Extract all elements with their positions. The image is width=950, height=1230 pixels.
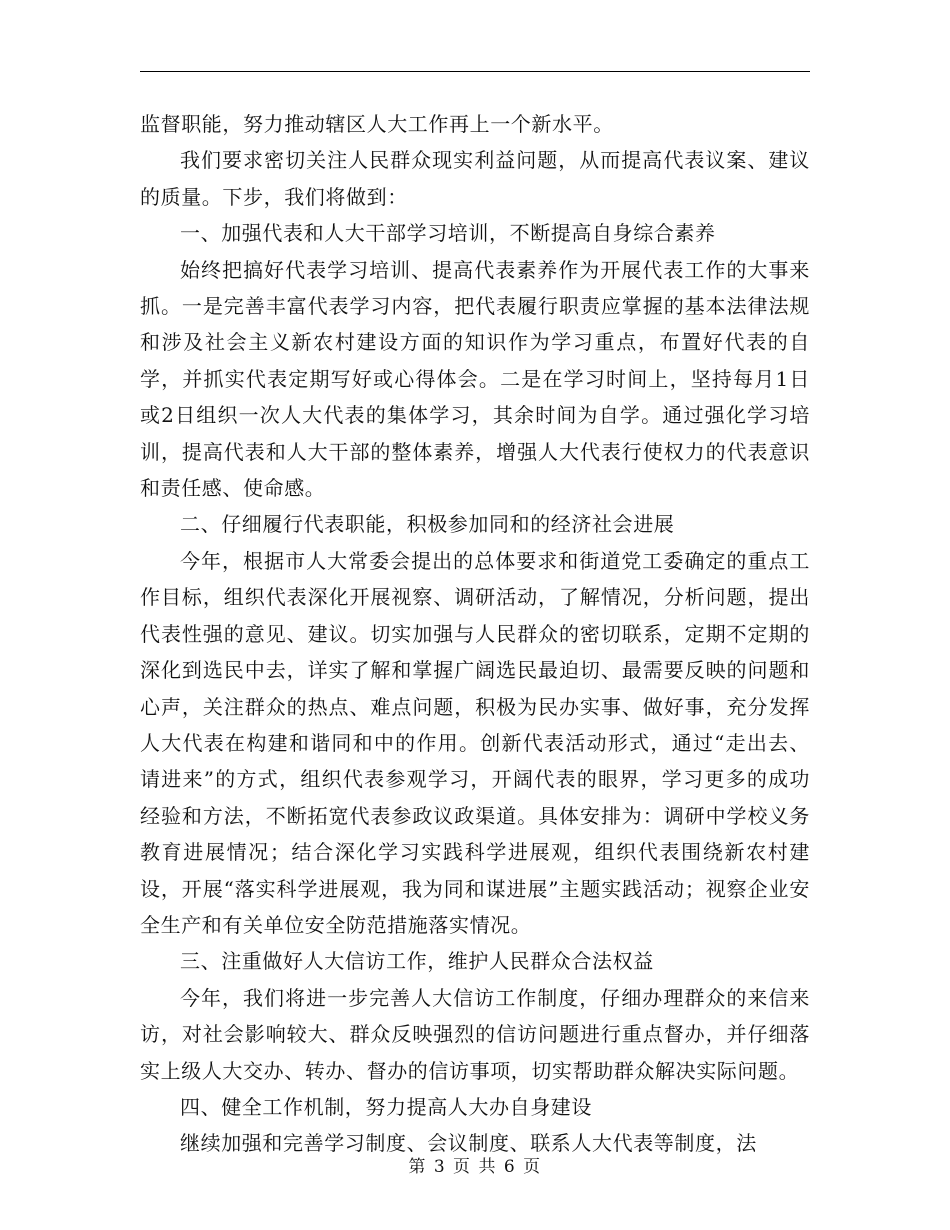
paragraph: 今年，我们将进一步完善人大信访工作制度，仔细办理群众的来信来访，对社会影响较大、群众反映强烈的信访问题进行重点督办，并仔细落实上级人大交办、转办、督办的信访事项，切实帮助群众解决实际问题。 <box>140 985 810 1083</box>
paragraph: 始终把搞好代表学习培训、提高代表素养作为开展代表工作的大事来抓。一是完善丰富代表学习内容，把代表履行职责应掌握的基本法律法规和涉及社会主义新农村建设方面的知识作为学习重点，布置好代表的自学，并抓实代表定期写好或心得体会。二是在学习时间上，坚持每月1日或2日组织一次人大代表的集体学习，其余时间为自学。通过强化学习培训，提高代表和人大干部的整体素养，增强人大代表行使权力的代表意识和责任感、使命感。 <box>140 257 810 501</box>
page-number-footer: 第 3 页 共 6 页 <box>408 1157 542 1177</box>
section-heading: 一、加强代表和人大干部学习培训，不断提高自身综合素养 <box>180 221 716 246</box>
paragraph: 我们要求密切关注人民群众现实利益问题，从而提高代表议案、建议的质量。下步，我们将做到： <box>140 148 810 209</box>
paragraph: 监督职能，努力推动辖区人大工作再上一个新水平。 <box>140 112 614 136</box>
paragraph: 继续加强和完善学习制度、会议制度、联系人大代表等制度，法 <box>180 1131 757 1156</box>
section-heading: 四、健全工作机制，努力提高人大办自身建设 <box>180 1094 592 1119</box>
paragraph: 今年，根据市人大常委会提出的总体要求和街道党工委确定的重点工作目标，组织代表深化开展视察、调研活动，了解情况，分析问题，提出代表性强的意见、建议。切实加强与人民群众的密切联系，定期不定期的深化到选民中去，详实了解和掌握广阔选民最迫切、最需要反映的问题和心声，关注群众的热点、难点问题，积极为民办实事、做好事，充分发挥人大代表在构建和谐同和中的作用。创新代表活动形式，通过“走出去、请进来”的方式，组织代表参观学习，开阔代表的眼界，学习更多的成功经验和方法，不断拓宽代表参政议政渠道。具体安排为：调研中学校义务教育进展情况；结合深化学习实践科学进展观，组织代表围绕新农村建设，开展“落实科学进展观，我为同和谋进展”主题实践活动；视察企业安全生产和有关单位安全防范措施落实情况。 <box>140 548 810 937</box>
section-heading: 三、注重做好人大信访工作，维护人民群众合法权益 <box>180 949 654 974</box>
header-rule <box>140 71 810 72</box>
document-body <box>140 106 810 1162</box>
section-heading: 二、仔细履行代表职能，积极参加同和的经济社会进展 <box>180 512 675 537</box>
